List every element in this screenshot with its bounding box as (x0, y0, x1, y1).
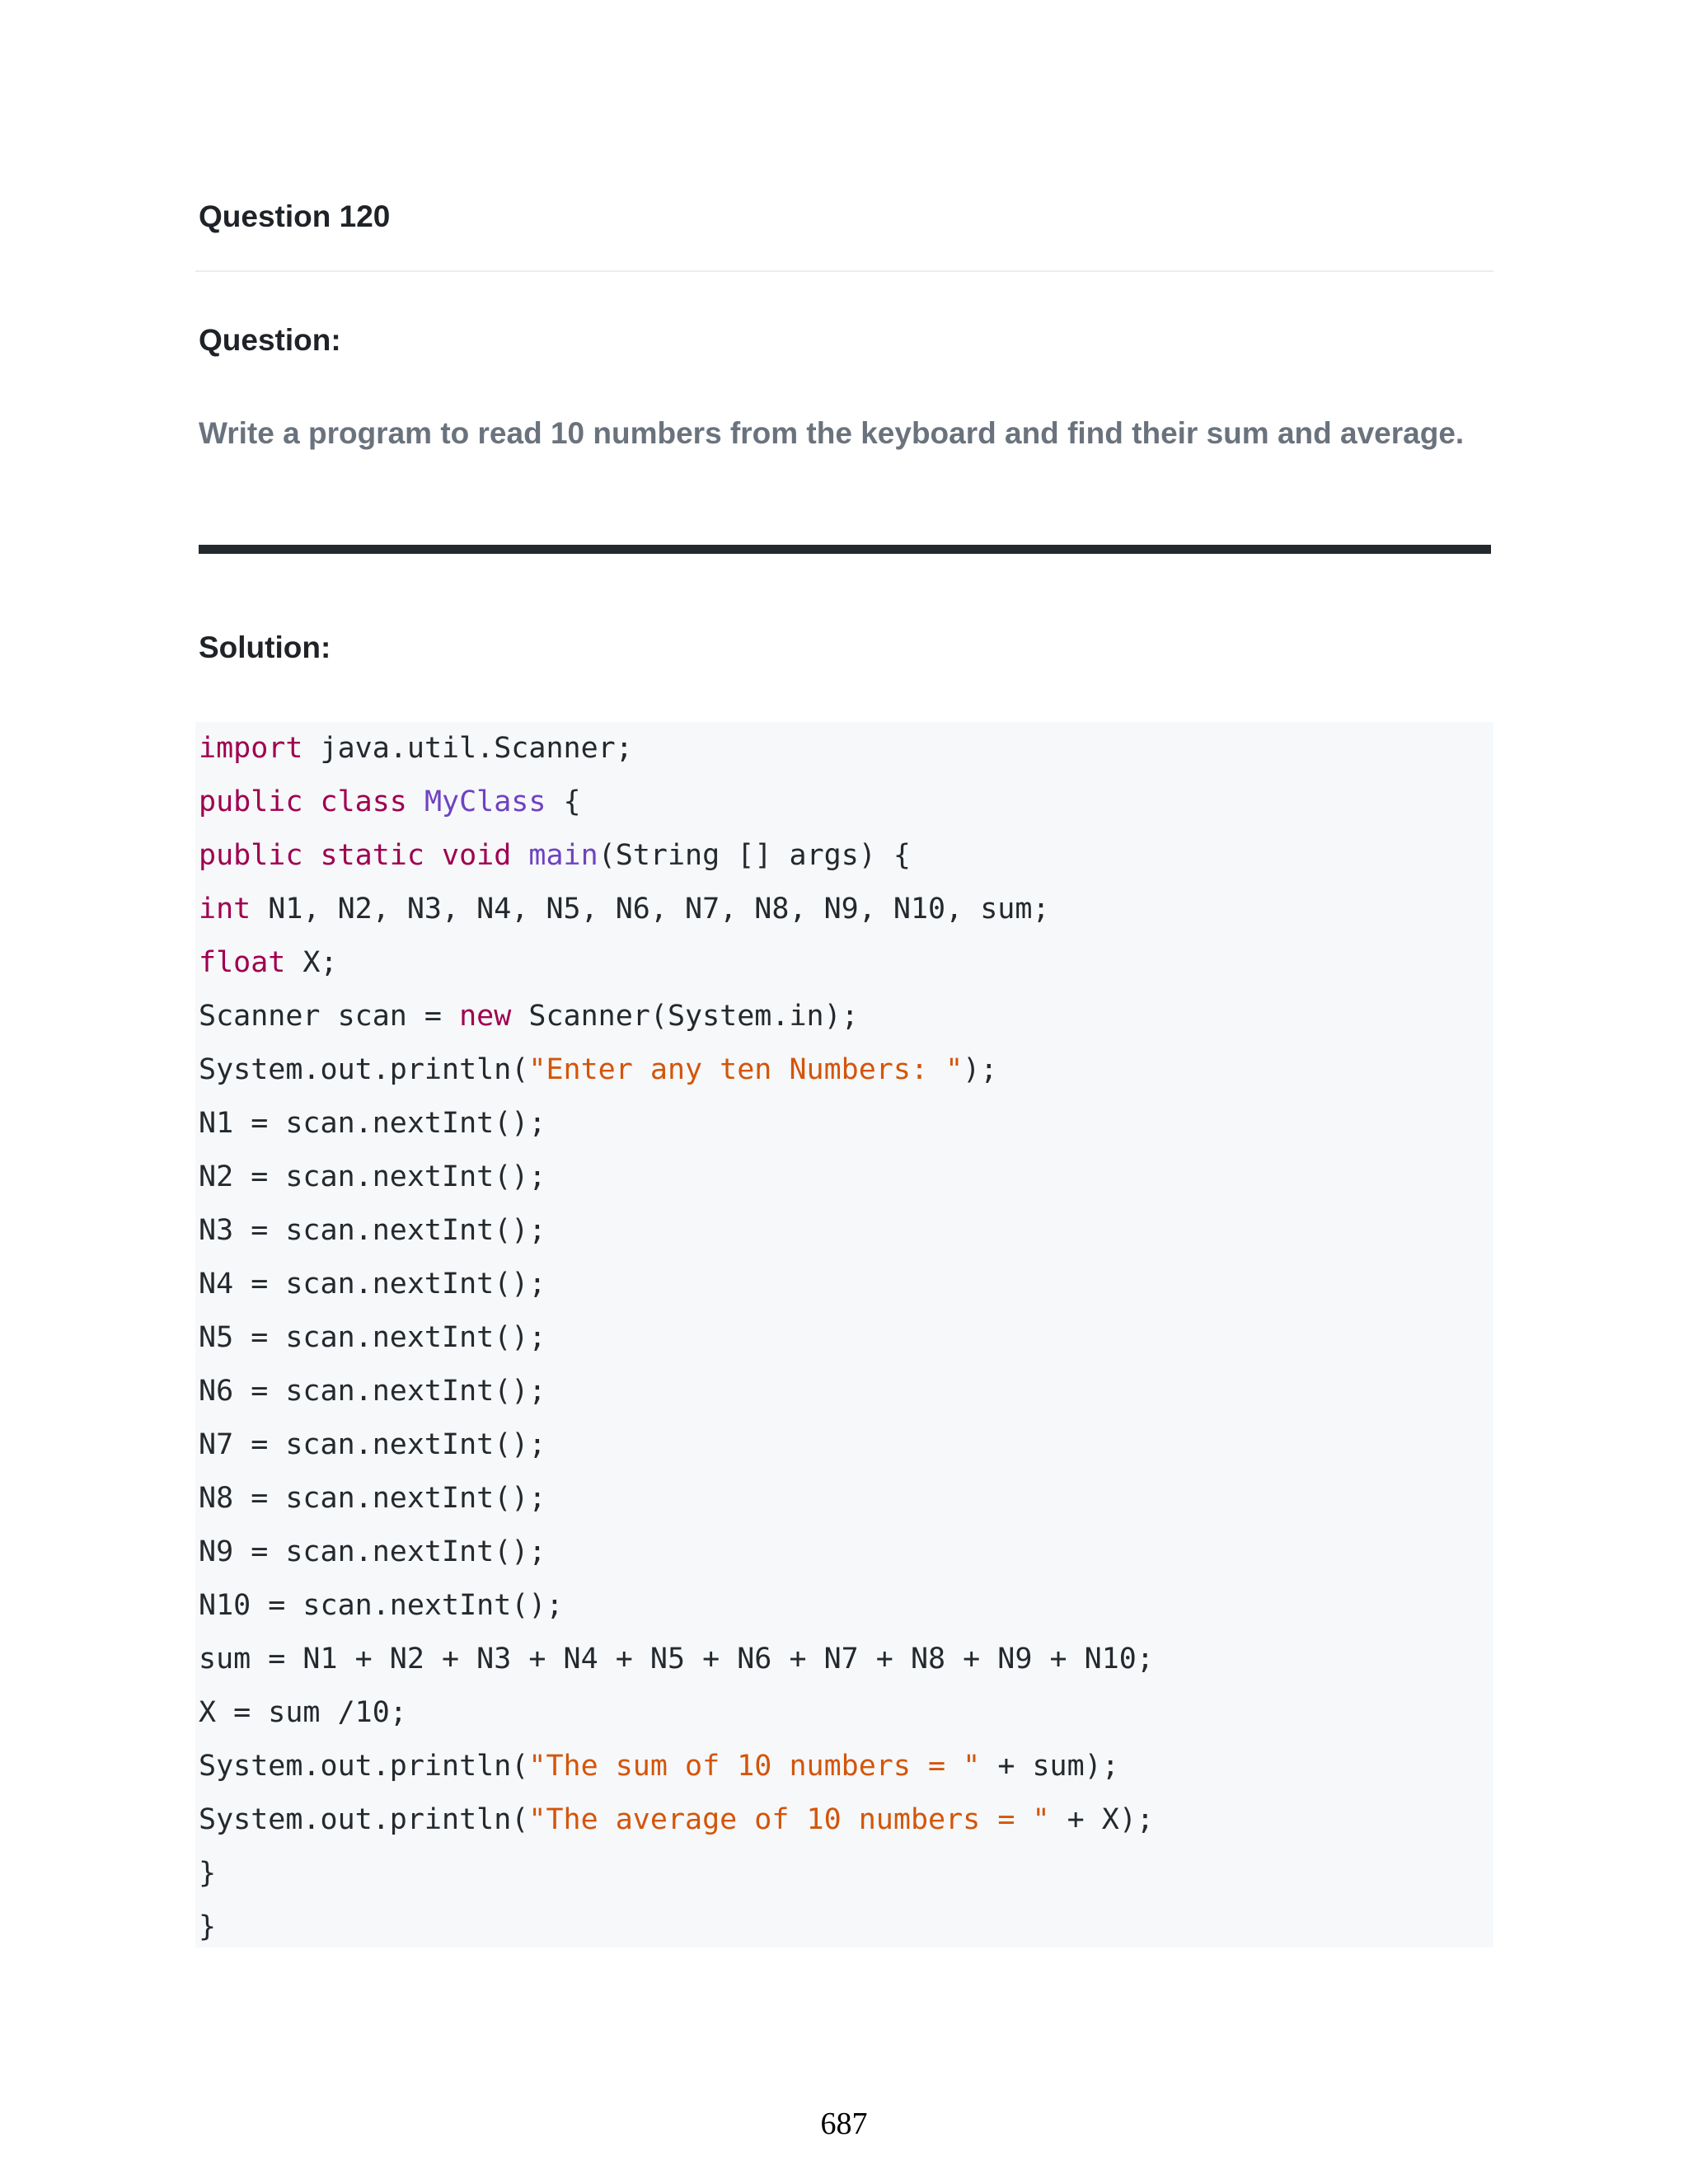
code-line (199, 1633, 1493, 1686)
code-line (199, 1151, 1493, 1204)
code-line (199, 1579, 1493, 1633)
code-token-txt: sum = N1 + N2 + N3 + N4 + N5 + N6 + N7 + N8 + N9 + N10; (199, 1643, 1154, 1675)
code-token-txt (511, 839, 528, 872)
code-line (199, 883, 1493, 936)
code-line (199, 1900, 1493, 1954)
code-line (199, 1258, 1493, 1311)
code-line (199, 776, 1493, 829)
code-line (199, 1097, 1493, 1151)
code-line (199, 1526, 1493, 1579)
code-token-kw: new (459, 1000, 512, 1033)
code-token-str: "The sum of 10 numbers = " (528, 1750, 981, 1783)
code-token-txt: + X); (1049, 1803, 1154, 1836)
code-line (199, 1740, 1493, 1793)
solution-label: Solution: (199, 630, 331, 664)
code-line (199, 1365, 1493, 1418)
code-token-txt: } (199, 1910, 217, 1943)
code-line (199, 1793, 1493, 1847)
code-token-txt: N5 = scan.nextInt(); (199, 1321, 546, 1354)
code-token-kw: void (442, 839, 512, 872)
code-token-txt (302, 839, 320, 872)
code-token-txt (407, 785, 424, 818)
code-token-txt: N7 = scan.nextInt(); (199, 1428, 546, 1461)
code-token-cls: MyClass (424, 785, 546, 818)
code-line (199, 1204, 1493, 1258)
code-token-txt: N9 = scan.nextInt(); (199, 1535, 546, 1568)
code-line (199, 1043, 1493, 1097)
code-token-kw: public (199, 839, 303, 872)
code-token-txt (302, 785, 320, 818)
code-token-txt: Scanner scan = (199, 1000, 460, 1033)
code-line (199, 1472, 1493, 1526)
code-token-txt: System.out.println( (199, 1803, 529, 1836)
code-line (199, 990, 1493, 1043)
code-token-kw: static (320, 839, 424, 872)
code-token-txt: N8 = scan.nextInt(); (199, 1482, 546, 1515)
code-token-kw: class (320, 785, 407, 818)
question-title: Question 120 (199, 199, 391, 233)
code-token-txt: (String [] args) { (598, 839, 911, 872)
code-token-txt: N6 = scan.nextInt(); (199, 1375, 546, 1408)
code-line (199, 1311, 1493, 1365)
code-token-kw: float (199, 946, 286, 979)
code-token-kw: import (199, 732, 303, 765)
code-token-txt: System.out.println( (199, 1750, 529, 1783)
code-token-str: "Enter any ten Numbers: " (528, 1053, 964, 1086)
code-token-txt: java.util.Scanner; (302, 732, 633, 765)
code-block (195, 722, 1493, 1947)
code-token-txt: ); (963, 1053, 998, 1086)
code-token-txt: N10 = scan.nextInt(); (199, 1589, 564, 1622)
question-text: Write a program to read 10 numbers from the keyboard and find their sum and average. (199, 416, 1465, 450)
code-line (199, 1418, 1493, 1472)
code-token-kw: public (199, 785, 303, 818)
code-token-txt: System.out.println( (199, 1053, 529, 1086)
code-line (199, 1686, 1493, 1740)
page-number: 687 (820, 2107, 868, 2141)
code-token-txt: N4 = scan.nextInt(); (199, 1268, 546, 1301)
section-divider (199, 545, 1491, 554)
code-token-txt: Scanner(System.in); (511, 1000, 859, 1033)
code-token-txt: N3 = scan.nextInt(); (199, 1214, 546, 1247)
code-token-txt (424, 839, 442, 872)
code-token-txt: N2 = scan.nextInt(); (199, 1160, 546, 1193)
code-line (199, 1847, 1493, 1900)
code-token-txt: X; (285, 946, 338, 979)
title-divider (195, 270, 1493, 272)
question-label: Question: (199, 323, 341, 357)
code-token-txt: N1, N2, N3, N4, N5, N6, N7, N8, N9, N10, sum; (251, 893, 1050, 926)
code-line (199, 722, 1493, 776)
code-token-str: "The average of 10 numbers = " (528, 1803, 1050, 1836)
code-token-txt: + sum); (980, 1750, 1119, 1783)
code-token-txt: { (546, 785, 581, 818)
code-line (199, 829, 1493, 883)
code-token-fn: main (528, 839, 598, 872)
code-token-txt: N1 = scan.nextInt(); (199, 1107, 546, 1140)
code-line (199, 936, 1493, 990)
code-token-txt: } (199, 1857, 217, 1890)
code-token-txt: X = sum /10; (199, 1696, 407, 1729)
code-token-kw: int (199, 893, 251, 926)
